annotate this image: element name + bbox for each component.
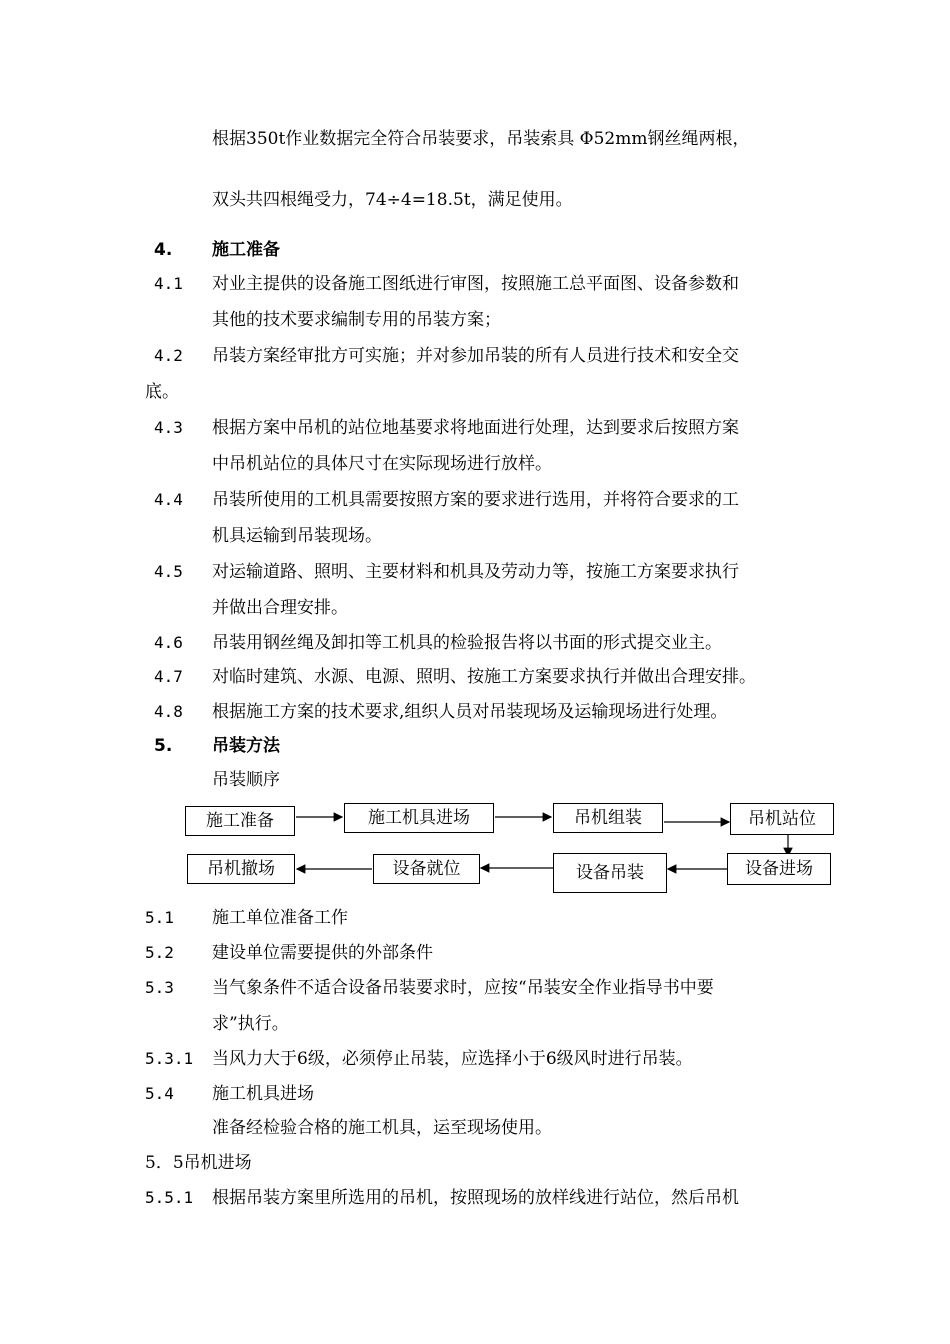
flow-step-equipment-placement: 设备就位 (373, 854, 480, 884)
item-5-3-1-text: 当风力大于6级，必须停止吊装，应选择小于6级风时进行吊装。 (212, 1049, 693, 1069)
item-5-3-number: 5.3 (145, 978, 174, 997)
intro-line-1: 根据350t作业数据完全符合吊装要求，吊装索具 Φ52mm钢丝绳两根， (212, 129, 750, 149)
item-4-1-number: 4.1 (154, 274, 183, 293)
item-4-4-line-2: 机具运输到吊装现场。 (212, 526, 382, 546)
item-5-2-text: 建设单位需要提供的外部条件 (212, 943, 433, 963)
intro-line-2: 双头共四根绳受力，74÷4=18.5t，满足使用。 (212, 190, 573, 210)
item-4-2-number: 4.2 (154, 346, 183, 365)
item-5-4-text: 施工机具进场 (212, 1084, 314, 1104)
item-5-1-number: 5.1 (145, 908, 174, 927)
flow-step-equipment-entry: 设备进场 (727, 853, 831, 885)
item-5-4-continued: 准备经检验合格的施工机具，运至现场使用。 (212, 1118, 552, 1138)
item-4-5-line-2: 并做出合理安排。 (212, 598, 348, 618)
section-5-number: 5. (154, 736, 173, 756)
item-5-1-text: 施工单位准备工作 (212, 908, 348, 928)
item-4-6-number: 4.6 (154, 633, 183, 652)
item-4-4-line-1: 吊装所使用的工机具需要按照方案的要求进行选用，并将符合要求的工 (212, 490, 739, 510)
item-4-5-number: 4.5 (154, 562, 183, 581)
item-4-8-line-1: 根据施工方案的技术要求,组织人员对吊装现场及运输现场进行处理。 (212, 702, 728, 722)
item-5-4-number: 5.4 (145, 1084, 174, 1103)
item-4-1-line-2: 其他的技术要求编制专用的吊装方案； (212, 310, 501, 330)
flow-step-equipment-lifting: 设备吊装 (553, 853, 667, 893)
flow-step-crane-assembly: 吊机组装 (553, 803, 663, 833)
item-5-5-1-text: 根据吊装方案里所选用的吊机，按照现场的放样线进行站位，然后吊机 (212, 1188, 739, 1208)
item-5-2-number: 5.2 (145, 943, 174, 962)
flow-step-tools-entry: 施工机具进场 (344, 803, 494, 833)
item-4-3-line-2: 中吊机站位的具体尺寸在实际现场进行放样。 (212, 454, 552, 474)
item-5-5-heading: 5．5吊机进场 (145, 1153, 252, 1173)
item-5-3-1-number: 5.3.1 (145, 1049, 194, 1068)
item-5-3-text: 当气象条件不适合设备吊装要求时，应按“吊装安全作业指导书中要 (212, 978, 714, 998)
item-4-1-line-1: 对业主提供的设备施工图纸进行审图，按照施工总平面图、设备参数和 (212, 274, 739, 294)
flow-step-crane-positioning: 吊机站位 (730, 803, 834, 835)
item-4-4-number: 4.4 (154, 490, 183, 509)
section-4-number: 4. (154, 240, 173, 260)
item-4-8-number: 4.8 (154, 702, 183, 721)
item-4-5-line-1: 对运输道路、照明、主要材料和机具及劳动力等，按施工方案要求执行 (212, 562, 739, 582)
section-4-title: 施工准备 (212, 240, 280, 260)
item-4-2-line-2: 底。 (145, 382, 179, 402)
item-4-7-number: 4.7 (154, 667, 183, 686)
item-4-7-line-1: 对临时建筑、水源、电源、照明、按施工方案要求执行并做出合理安排。 (212, 667, 756, 687)
item-5-3-continued: 求”执行。 (212, 1014, 289, 1034)
item-4-2-line-1: 吊装方案经审批方可实施；并对参加吊装的所有人员进行技术和安全交 (212, 346, 739, 366)
item-5-5-1-number: 5.5.1 (145, 1188, 194, 1207)
item-4-6-line-1: 吊装用钢丝绳及卸扣等工机具的检验报告将以书面的形式提交业主。 (212, 633, 722, 653)
section-5-title: 吊装方法 (212, 736, 280, 756)
flow-step-construction-prep: 施工准备 (185, 806, 295, 836)
item-4-3-line-1: 根据方案中吊机的站位地基要求将地面进行处理，达到要求后按照方案 (212, 418, 739, 438)
flow-step-crane-exit: 吊机撤场 (187, 854, 295, 884)
sequence-label: 吊装顺序 (212, 770, 280, 790)
item-4-3-number: 4.3 (154, 418, 183, 437)
